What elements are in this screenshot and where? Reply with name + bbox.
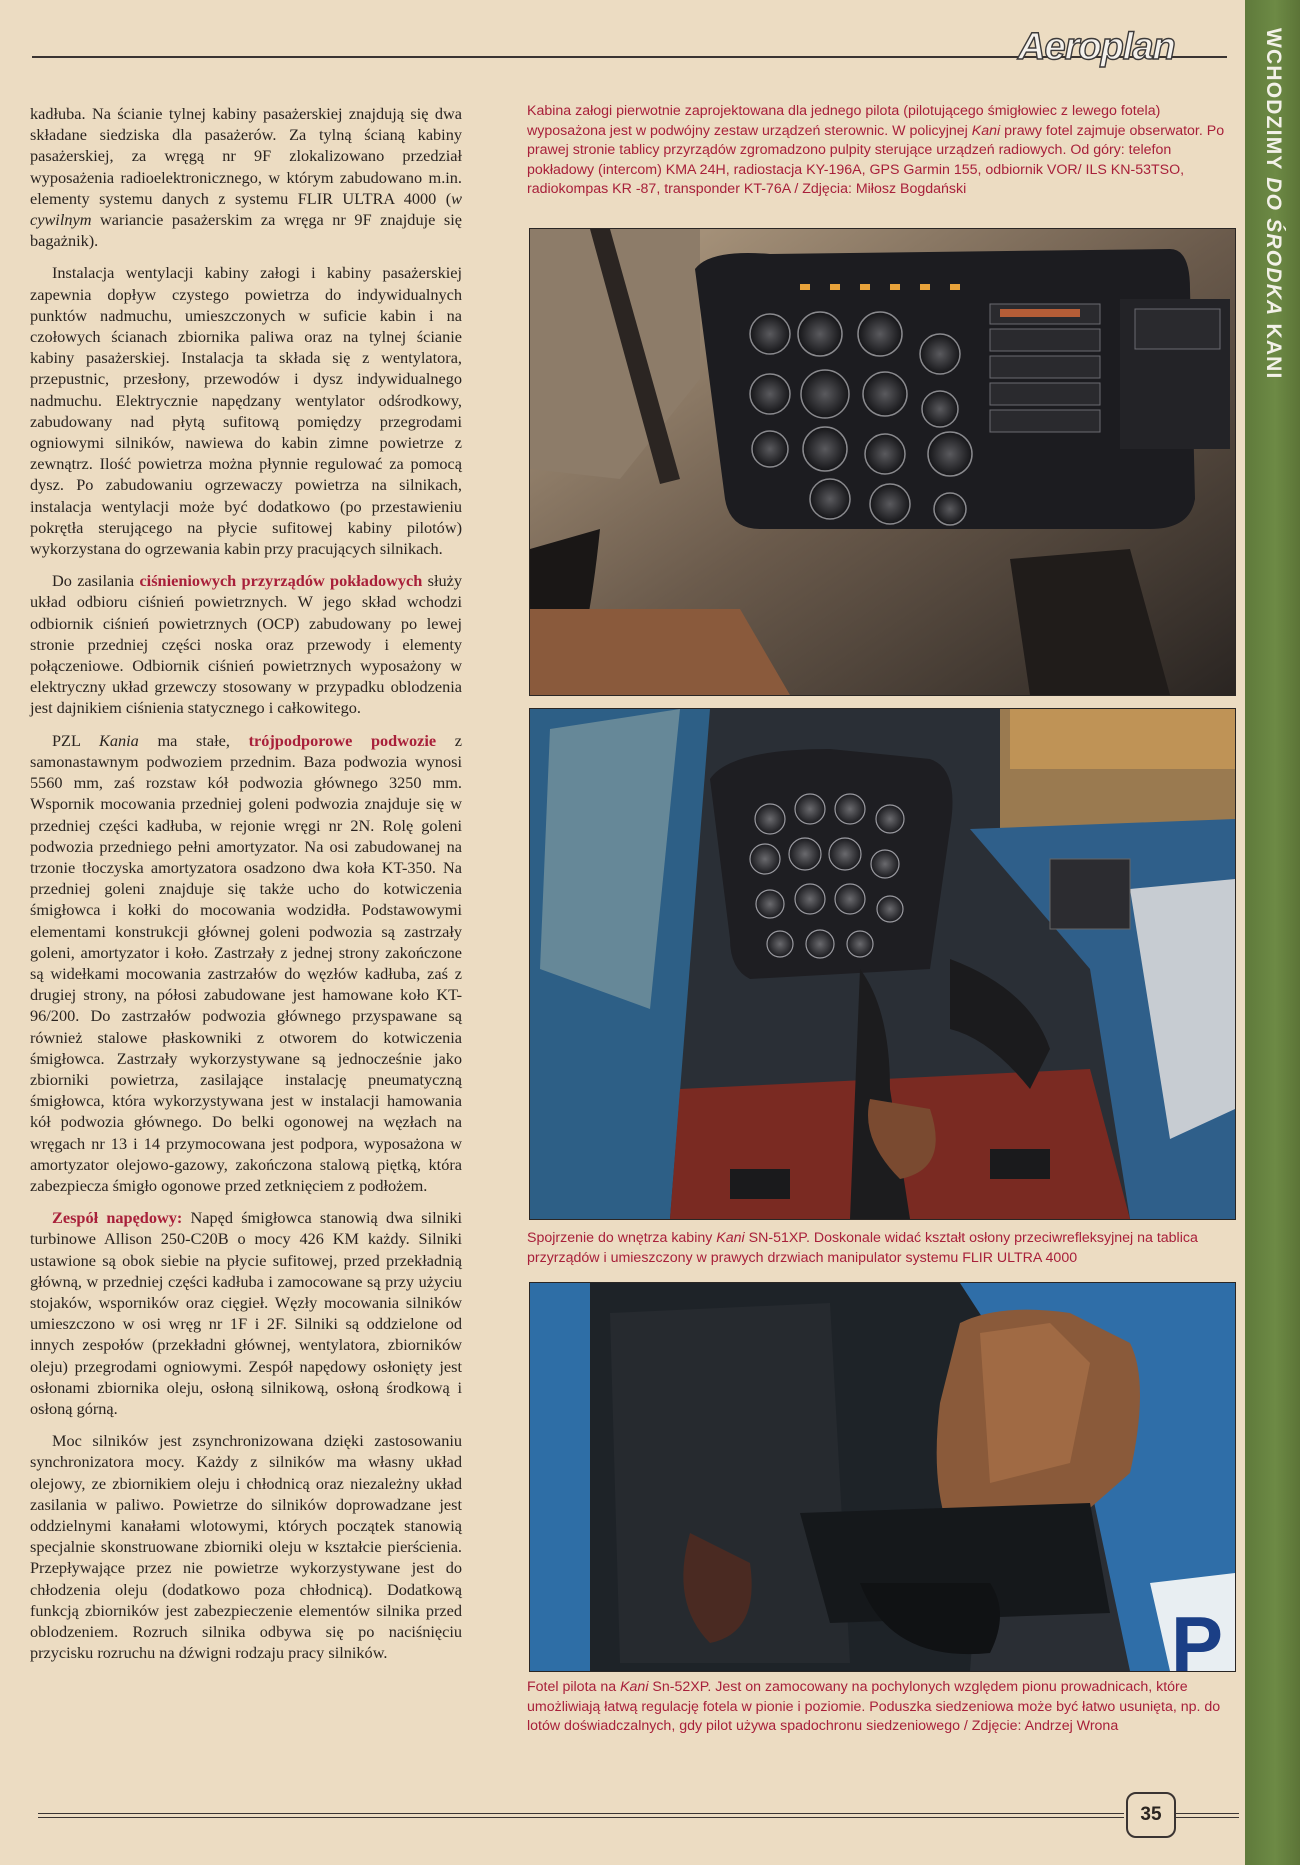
section-title-vertical (1261, 28, 1285, 380)
highlight-term: trójpodporowe podwozie (248, 730, 437, 750)
text-run: służy układ odbioru ciśnień powietrznych. W jego skład wchodzi odbiornik ciśnień powietrznych (OCP) zabudowany po lewej stronie przedniej części noska oraz przewody i elementy połączeniowe. Odbiornik ciśnień powietrznych wyposażony w elektryczny układ grzewczy stosowany w przypadku oblodzenia jest dajnikiem ciśnienia statycznego i całkowitego. (30, 571, 462, 718)
text-run: Spojrzenie do wnętrza kabiny (527, 1230, 717, 1246)
text-run: prawy fotel zajmuje obserwator. Po prawej stronie tablicy przyrządów zgromadzono pulpity sterujące urządzeń radiowych. Od góry: telefon pokładowy (intercom) KMA 24H, radiostacja KY-196A, GPS Garmin 155, odbiornik VOR/ ILS KN-53TSO, radiokompas KR -87, transponder KT-76A / Zdjęcia: Miłosz Bogdański (527, 122, 1225, 198)
text-run: wariancie pasażerskim za wręga nr 9F znajduje się bagażnik). (30, 210, 462, 251)
photo-rudder-letter: P (1170, 1600, 1223, 1672)
text-run: kadłuba. Na ścianie tylnej kabiny pasażerskiej znajdują się dwa składane siedziska dla pasażerów. Za tylną ścianą kabiny pasażerskiej, za wręgą nr 9F zlokalizowano przedział wyposażenia radioelektronicznego, w którym zabudowano m.in. elementy systemu danych z systemu FLIR ULTRA 4000 ( (30, 104, 462, 208)
page-number: 35 (1126, 1792, 1176, 1838)
text-run: SN-51XP. Doskonale widać kształt osłony przeciwrefleksyjnej na tablica przyrządów i umieszczony w prawych drzwiach manipulator systemu FLIR ULTRA 4000 (527, 1230, 1198, 1266)
magazine-logo: Aeroplan (1018, 26, 1175, 68)
footer-rule (38, 1813, 1124, 1818)
paragraph-cabin (30, 103, 462, 251)
photo-pilot-seat (529, 1282, 1236, 1672)
italic-run: Kania (99, 730, 139, 750)
text-run: z samonastawnym podwoziem przednim. Baza podwozia wynosi 5560 mm, zaś rozstaw kół podwozia głównego 3250 mm. Wspornik mocowania przedniej goleni podwozia znajduje się w przedniej części kadłuba, w rejonie wręgi nr 2N. Rolę goleni podwozia przedniego pełni amortyzator. Na osi zabudowanej na trzonie tłoczyska amortyzatora osadzono dwa koła KT-350. Na przedniej goleni znajduje się także ucho do kotwiczenia śmigłowca i kołki do mocowania wodzidła. Podstawowymi elementami konstrukcji głównej goleni podwozia są zastrzały goleni, amortyzator i koło. Zastrzały z jednej strony zakończone są widełkami mocowania zastrzałów do węzłów kadłuba, zaś z drugiej strony, na półosi zabudowane jest hamowane koło KT-96/200. Do zastrzałów podwozia głównego przyspawane są również stalowe płaskowniki z otworem do kotwiczenia śmigłowca. Zastrzały wykorzystywane są jednocześnie jako zbiorniki powietrza, zasilające instalację pneumatyczną śmigłowca, która wykorzystywana jest w instalacji hamowania kół podwozia głównego. Do belki ogonowej na węzłach na wręgach nr 13 i 14 przymocowana jest podpora, wyposażona w amortyzator olejowo-gazowy, zakończona stalową piętką, która zabezpiecza śmigło ogonowe przed zetknięciem z podłożem. (30, 730, 462, 1195)
italic-run: Kani (716, 1230, 745, 1246)
paragraph-landing-gear (30, 730, 462, 1196)
text-run: Napęd śmigłowca stanowią dwa silniki turbinowe Allison 250-C20B o mocy 426 KM każdy. Silniki ustawione są obok siebie na płycie sufitowej, przed przekładnią główną, w przedniej części kadłuba i zamocowane są przy użyciu stojaków, wsporników oraz cięgieł. Węzły mocowania silników umieszczono w osi wręg nr 1F i 2F. Silniki są oddzielone od innych zespołów (przekładni głównej, wentylatora, zbiorników oleju) przegrodami ogniowymi. Zespół napędowy osłonięty jest osłonami zbiornika oleju, osłoną silnikową, osłoną środkową i osłoną górną. (30, 1208, 462, 1418)
text-run: ma stałe, (138, 730, 249, 750)
caption-cockpit (527, 102, 1239, 200)
text-run: Do zasilania (52, 571, 140, 591)
article-body (30, 103, 462, 1674)
highlight-term: ciśnieniowych przyrządów pokładowych (139, 571, 423, 591)
paragraph-powerplant (30, 1207, 462, 1419)
highlight-term: Zespół napędowy: (52, 1208, 183, 1228)
text-run: PZL (52, 730, 99, 750)
caption-cockpit-interior (527, 1229, 1239, 1268)
text-run: Fotel pilota na (527, 1679, 621, 1695)
paragraph-pressure (30, 570, 462, 718)
text-run: Kabina załogi pierwotnie zaprojektowana dla jednego pilota (pilotującego śmigłowiec z lewego fotela) wyposażona jest w podwójny zestaw urządzeń sterownic. W policyjnej (527, 103, 1161, 139)
text-run: Sn-52XP. Jest on zamocowany na pochylonych względem pionu prowadnicach, które umożliwiają łatwą regulację fotela w pionie i poziomie. Poduszka siedzeniowa może być łatwo usunięta, np. do lotów doświadczalnych, gdy pilot używa spadochronu siedzeniowego / Zdjęcie: Andrzej Wrona (527, 1679, 1221, 1735)
section-title-part2: KANI (1262, 316, 1285, 380)
paragraph-ventilation: Instalacja wentylacji kabiny załogi i kabiny pasażerskiej zapewnia dopływ czystego powietrza do indywidualnych punktów nadmuchu, umieszczonych w suficie kabin i na czołowych ścianach zbiornika paliwa oraz na tylnej ścianie kabiny pasażerskiej. Instalacja ta składa się z wentylatora, przepustnic, przesłony, przewodów i dysz indywidualnego nadmuchu. Elektrycznie napędzany wentylator odśrodkowy, zabudowany nad płytą sufitową pomiędzy przegrodami ogniowymi silników, nawiewa do kabin zimne powietrze z zewnątrz. Ilość powietrza można płynnie regulować za pomocą dysz. Po zabudowaniu ogrzewaczy powietrza na silnikach, instalacja wentylacji może być dodatkowo (po przestawieniu pokrętła sterującego na płycie sufitowej kabiny pilotów) wykorzystana do ogrzewania kabin przy pracujących silnikach. (30, 263, 462, 559)
italic-run: w cywilnym (30, 188, 462, 230)
caption-pilot-seat (527, 1678, 1239, 1737)
italic-run: Kani (620, 1679, 649, 1695)
section-title-part1: WCHODZIMY (1262, 28, 1285, 178)
photo-instrument-panel (529, 228, 1236, 696)
footer-rule-right (1174, 1813, 1239, 1818)
paragraph-engine-sync: Moc silników jest zsynchronizowana dzięki zastosowaniu synchronizatora mocy. Każdy z silników ma własny układ olejowy, ze zbiornikiem oleju i chłodnicą oraz niezależny układ zasilania w paliwo. Powietrze do silników doprowadzane jest oddzielnymi kanałami wlotowymi, których początek stanowią specjalnie skonstruowane zbiorniki oleju w kształcie pierścienia. Przepływające przez nie powietrze wykorzystywane jest do chłodzenia oleju (dodatkowo poza chłodnicą). Dodatkową funkcją zbiorników jest zabezpieczenie elementów silnika przed oblodzeniem. Rozruch silnika odbywa się po naciśnięciu przycisku rozruchu na dźwigni rodzaju pracy silników. (30, 1431, 462, 1663)
italic-run: Kani (971, 122, 1001, 139)
photo-cockpit-interior (529, 708, 1236, 1220)
section-title-italic: DO ŚRODKA (1262, 177, 1285, 317)
